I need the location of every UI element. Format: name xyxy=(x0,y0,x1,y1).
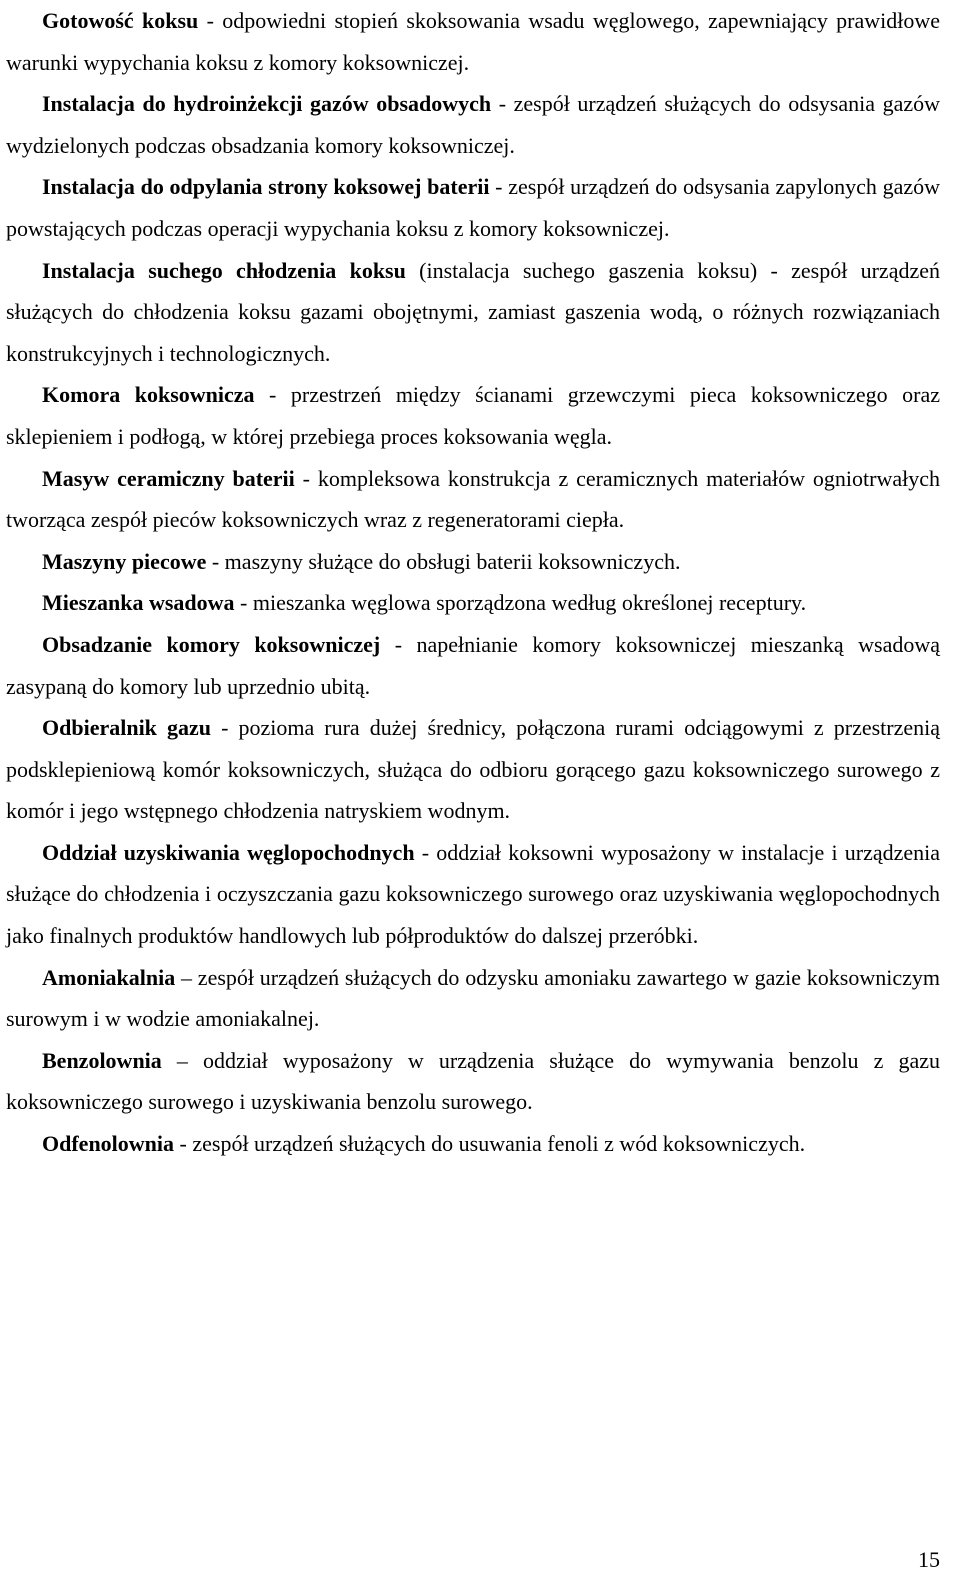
glossary-term: Masyw ceramiczny baterii xyxy=(42,465,295,491)
glossary-entry-amoniakalnia xyxy=(6,957,940,1040)
glossary-term: Komora koksownicza xyxy=(42,382,255,408)
glossary-definition: - zespół urządzeń służących do usuwania fenoli z wód koksowniczych. xyxy=(174,1131,806,1157)
glossary-term: Instalacja suchego chłodzenia koksu xyxy=(42,257,406,283)
glossary-definition: - napełnianie komory koksowniczej mieszanką wsadową zasypaną do komory lub uprzednio ubitą. xyxy=(6,631,940,699)
glossary-term: Benzolownia xyxy=(42,1047,162,1073)
glossary-entry-gotowosc-koksu xyxy=(6,0,940,83)
glossary-definition: – zespół urządzeń służących do odzysku amoniaku zawartego w gazie koksowniczym surowym i w wodzie amoniakalnej. xyxy=(6,964,940,1032)
glossary-definition: (instalacja suchego gaszenia koksu) - zespół urządzeń służących do chłodzenia koksu gazami obojętnymi, zamiast gaszenia wodą, o różnych rozwiązaniach konstrukcyjnych i technologicznych. xyxy=(6,257,940,366)
glossary-term: Mieszanka wsadowa xyxy=(42,590,235,616)
glossary-entry-odfenolownia xyxy=(6,1123,940,1165)
glossary-entry-komora-koksownicza xyxy=(6,374,940,457)
glossary-entry-instalacja-hydroinzekcji xyxy=(6,83,940,166)
glossary-term: Instalacja do odpylania strony koksowej baterii xyxy=(42,174,490,200)
glossary-entry-instalacja-suchego-chlodzenia xyxy=(6,250,940,375)
glossary-term: Odbieralnik gazu xyxy=(42,715,211,741)
glossary-definition: - maszyny służące do obsługi baterii koksowniczych. xyxy=(206,548,681,574)
glossary-definition: - pozioma rura dużej średnicy, połączona rurami odciągowymi z przestrzenią podsklepieniową komór koksowniczych, służąca do odbioru gorącego gazu koksowniczego surowego z komór i jego wstępnego chłodzenia natryskiem wodnym. xyxy=(6,715,940,824)
glossary-definition: - zespół urządzeń służących do odsysania gazów wydzielonych podczas obsadzania komory koksowniczej. xyxy=(6,91,941,158)
glossary-term: Gotowość koksu xyxy=(42,8,199,33)
glossary-term: Maszyny piecowe xyxy=(42,548,207,574)
glossary-entry-odbieralnik-gazu xyxy=(6,707,940,832)
glossary-definition: - odpowiedni stopień skoksowania wsadu węglowego, zapewniający prawidłowe warunki wypychania koksu z komory koksowniczej. xyxy=(6,8,941,75)
glossary-term: Oddział uzyskiwania węglopochodnych xyxy=(42,839,415,865)
glossary-entry-benzolownia xyxy=(6,1040,940,1123)
glossary-entry-obsadzanie-komory xyxy=(6,624,940,707)
glossary-entry-oddzial-weglopochodnych xyxy=(6,832,940,957)
glossary-definition: - przestrzeń między ścianami grzewczymi pieca koksowniczego oraz sklepieniem i podłogą, w której przebiega proces koksowania węgla. xyxy=(6,382,940,449)
glossary-term: Instalacja do hydroinżekcji gazów obsadowych xyxy=(42,91,492,117)
glossary-document xyxy=(6,0,940,1165)
glossary-definition: - zespół urządzeń do odsysania zapylonych gazów powstających podczas operacji wypychania koksu z komory koksowniczej. xyxy=(6,174,940,241)
page-number: 15 xyxy=(918,1547,940,1572)
glossary-entry-instalacja-odpylania xyxy=(6,166,940,249)
glossary-term: Amoniakalnia xyxy=(42,964,176,990)
glossary-entry-masyw-ceramiczny xyxy=(6,458,940,541)
glossary-entry-maszyny-piecowe xyxy=(6,541,940,583)
glossary-definition: – oddział wyposażony w urządzenia służące do wymywania benzolu z gazu koksowniczego surowego i uzyskiwania benzolu surowego. xyxy=(6,1047,940,1115)
glossary-term: Obsadzanie komory koksowniczej xyxy=(42,631,381,657)
glossary-definition: - mieszanka węglowa sporządzona według określonej receptury. xyxy=(234,590,807,616)
glossary-definition: - kompleksowa konstrukcja z ceramicznych materiałów ogniotrwałych tworząca zespół pieców koksowniczych wraz z regeneratorami ciepła. xyxy=(6,465,940,533)
glossary-definition: - oddział koksowni wyposażony w instalacje i urządzenia służące do chłodzenia i oczyszczania gazu koksowniczego surowego oraz uzyskiwania węglopochodnych jako finalnych produktów handlowych lub półproduktów do dalszej przeróbki. xyxy=(6,839,941,949)
glossary-entry-mieszanka-wsadowa xyxy=(6,582,940,624)
glossary-term: Odfenolownia xyxy=(42,1131,175,1157)
